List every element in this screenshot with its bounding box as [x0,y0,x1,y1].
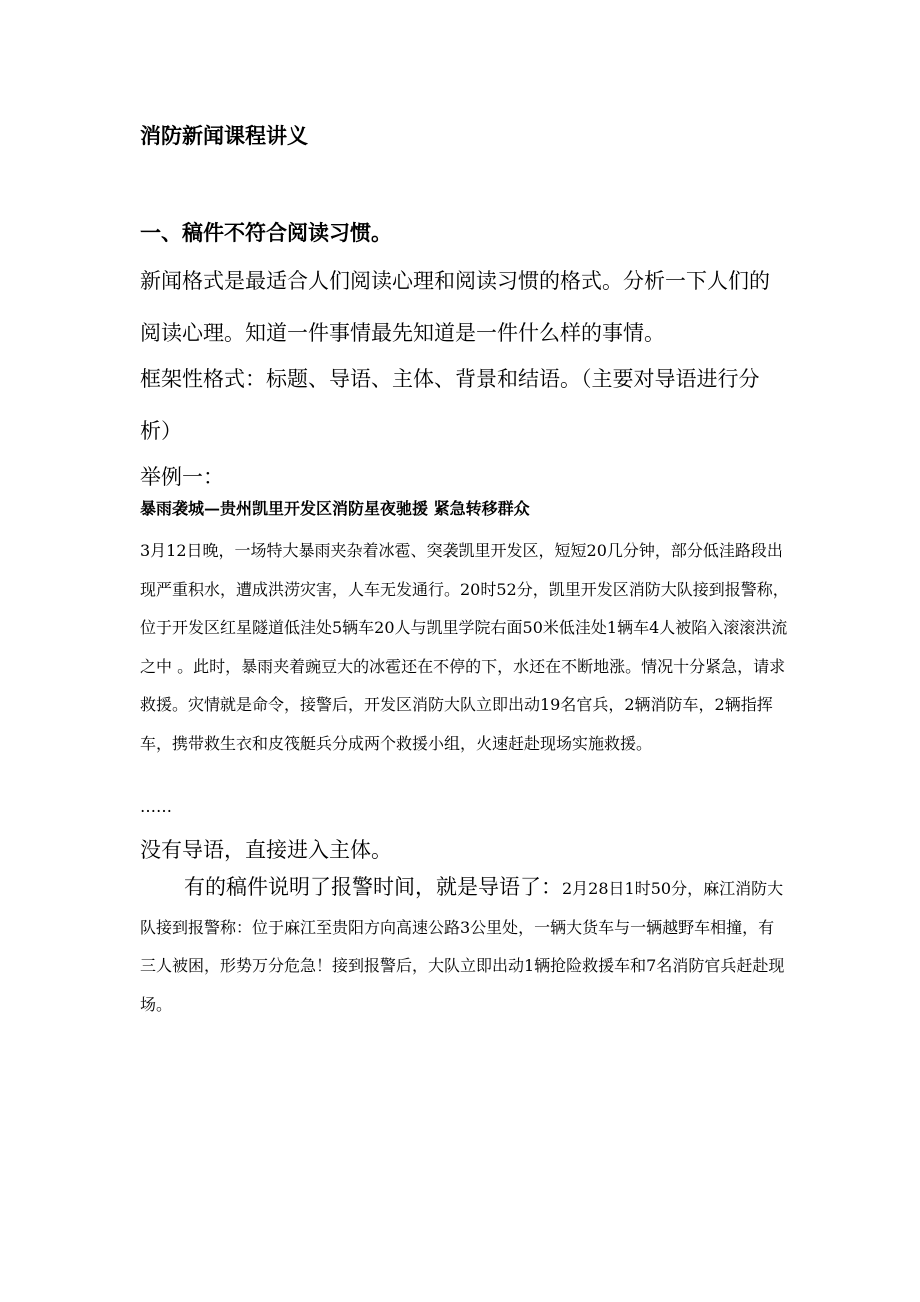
example-headline: 暴雨袭城—贵州凯里开发区消防星夜驰援 紧急转移群众 [140,499,530,518]
note-with-lead-intro: 有的稿件说明了报警时间，就是导语了： [184,875,562,899]
note-with-lead-example: 2月28日1时50分，麻江消防大队接到报警称：位于麻江至贵阳方向高速公路3公里处，一辆大货车与一辆越野车相撞，有三人被困，形势万分危急！接到报警后，大队立即出动1辆抢险救援车和7名消防官兵赶赴现场。 [140,879,785,1014]
section-heading-1: 一、稿件不符合阅读习惯。 [140,220,392,245]
paragraph-news-framework: 框架性格式：标题、导语、主体、背景和结语。（主要对导语进行分析） [140,367,760,443]
note-no-lead: 没有导语，直接进入主体。 [140,838,392,862]
note-with-lead [140,868,790,1024]
example-body: 3月12日晚，一场特大暴雨夹杂着冰雹、突袭凯里开发区，短短20几分钟，部分低洼路段出现严重积水，遭成洪涝灾害，人车无发通行。20时52分，凯里开发区消防大队接到报警称，位于开发区红星隧道低洼处5辆车20人与凯里学院右面50米低洼处1辆车4人被陷入滚滚洪流之中 。此时，暴雨夹着豌豆大的冰雹还在不停的下，水还在不断地涨。情况十分紧急，请求救援。灾情就是命令，接警后，开发区消防大队立即出动19名官兵，2辆消防车，2辆指挥车，携带救生衣和皮筏艇兵分成两个救援小组，火速赶赴现场实施救援。 [140,541,789,753]
example-label: 举例一： [140,465,224,489]
document-title: 消防新闻课程讲义 [140,123,308,148]
ellipsis: …… [140,797,172,816]
paragraph-reading-psychology: 新闻格式是最适合人们阅读心理和阅读习惯的格式。分析一下人们的阅读心理。知道一件事情最先知道是一件什么样的事情。 [140,269,770,345]
